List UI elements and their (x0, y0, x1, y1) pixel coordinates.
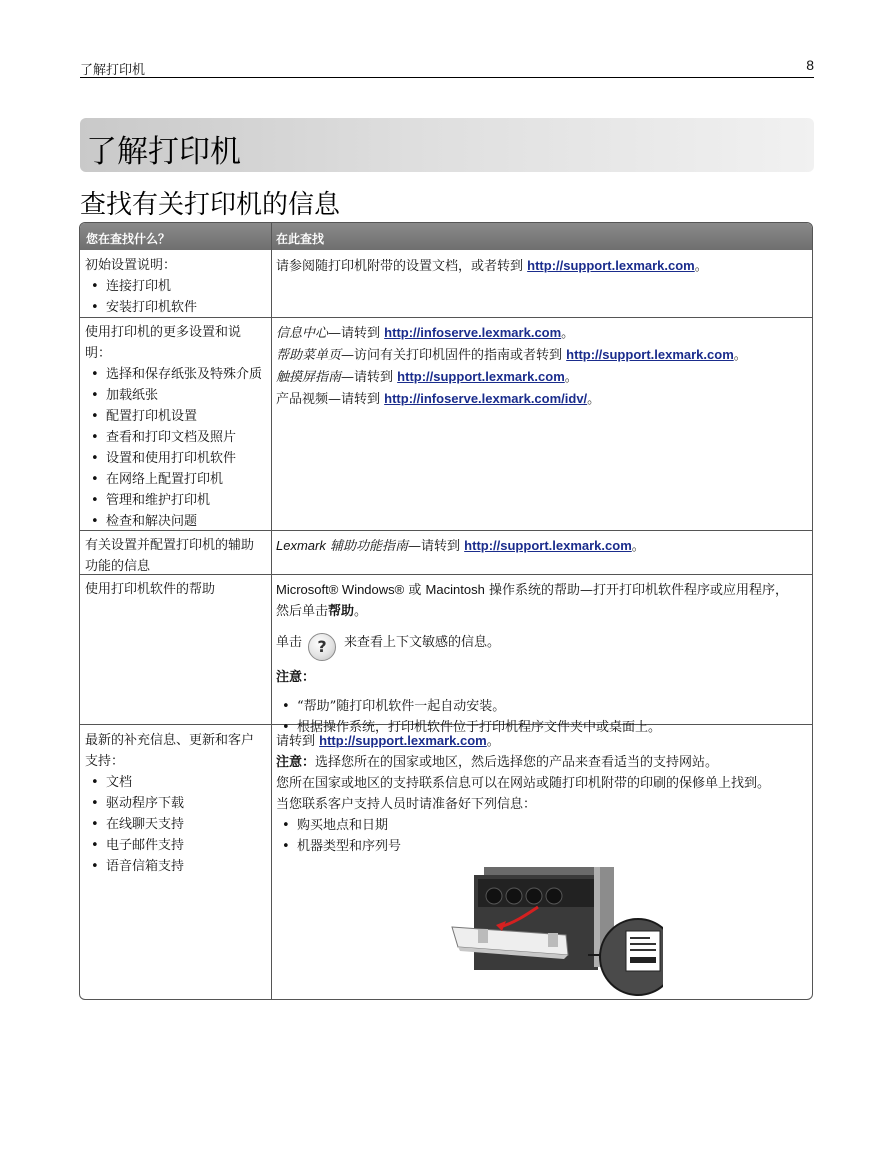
header-col-what: 您在查找什么？ (86, 232, 171, 246)
column-divider (271, 223, 272, 999)
list-item: • 根据操作系统，打印机软件位于打印机程序文件夹中或桌面上。 (276, 717, 808, 738)
running-title: 了解打印机 (80, 63, 146, 78)
table-row-support-left: 最新的补充信息、更新和客户 支持： • 文档 • 驱动程序下载 • 在线聊天支持 • 电子邮件支持 • 语音信箱支持 (85, 730, 267, 877)
table-row-accessibility-left: 有关设置并配置打印机的辅助 功能的信息 (85, 538, 255, 574)
table-row-software-help-left: 使用打印机软件的帮助 (85, 582, 216, 597)
list-item: • 连接打印机 (85, 276, 267, 297)
header-col-where: 在此查找 (276, 232, 325, 246)
section-title: 查找有关打印机的信息 (80, 190, 341, 220)
list-item: • 选择和保存纸张及特殊介质 (85, 364, 267, 385)
list-item: • 检查和解决问题 (85, 511, 267, 532)
list-item: • “帮助”随打印机软件一起自动安装。 (276, 696, 808, 717)
support-link[interactable]: http://support.lexmark.com (527, 258, 695, 273)
list-item: • 查看和打印文档及照片 (85, 427, 267, 448)
table-row-support-right: 请转到 http://support.lexmark.com。 注意：选择您所在的国家或地区，然后选择您的产品来查看适当的支持网站。 您所在国家或地区的支持联系信息可以在网站或随打印机附带的印刷的保修单上找到。 当您联系客户支持人员时请准备好下列信息： • 购买地点和日期 • 机器类型和序列号 (276, 730, 808, 857)
table-row-more-setup-left: 使用打印机的更多设置和说 明： • 选择和保存纸张及特殊介质 • 加载纸张 • 配置打印机设置 • 查看和打印文档及照片 • 设置和使用打印机软件 • 在网络上配置打印机 • 管理和维护打印机 • 检查和解决问题 (85, 322, 267, 532)
question-mark-icon: ? (308, 633, 336, 661)
list-item: • 在网络上配置打印机 (85, 469, 267, 490)
list-item: • 设置和使用打印机软件 (85, 448, 267, 469)
list-item: • 文档 (85, 772, 267, 793)
info-table (79, 222, 813, 1000)
printer-serial-label-illustration (448, 863, 663, 998)
touchscreen-guide-title: 触摸屏指南 (276, 370, 342, 385)
chapter-title-band (80, 118, 814, 172)
note-label: 注意： (276, 755, 316, 770)
chapter-title: 了解打印机 (86, 134, 241, 170)
support-link[interactable]: http://support.lexmark.com (464, 538, 632, 553)
note-label: 注意： (276, 670, 316, 685)
help-menu-title: 帮助菜单页 (276, 348, 342, 363)
list-item: • 电子邮件支持 (85, 835, 267, 856)
support-link[interactable]: http://support.lexmark.com (566, 347, 734, 362)
table-row-accessibility-right: Lexmark 辅助功能指南—请转到 http://support.lexmark.com。 (276, 538, 645, 554)
list-item: • 安装打印机软件 (85, 297, 267, 318)
support-link[interactable]: http://support.lexmark.com (397, 369, 565, 384)
page-number: 8 (806, 57, 814, 73)
table-row-more-setup-right: 信息中心—请转到 http://infoserve.lexmark.com。 帮助菜单页—访问有关打印机固件的指南或者转到 http://support.lexmark.com。 触摸屏指南—请转到 http://support.lexmark.com。 产品视频—请转到 http://infoserve.lexmark.com/idv/。 (276, 325, 747, 407)
table-header (80, 223, 812, 250)
list-item: • 管理和维护打印机 (85, 490, 267, 511)
list-item: • 配置打印机设置 (85, 406, 267, 427)
list-item: • 驱动程序下载 (85, 793, 267, 814)
list-item: • 加载纸张 (85, 385, 267, 406)
info-center-title: 信息中心 (276, 326, 329, 341)
list-item: • 语音信箱支持 (85, 856, 267, 877)
support-link[interactable]: http://support.lexmark.com (319, 733, 487, 748)
infoserve-link[interactable]: http://infoserve.lexmark.com (384, 325, 562, 340)
table-row-setup-right: 请参阅随打印机附带的设置文档，或者转到 http://support.lexmark.com。 (276, 258, 708, 274)
video-link[interactable]: http://infoserve.lexmark.com/idv/ (384, 391, 588, 406)
table-row-setup-left: 初始设置说明： • 连接打印机 • 安装打印机软件 (85, 255, 267, 318)
list-item: • 机器类型和序列号 (276, 836, 808, 857)
list-item: • 购买地点和日期 (276, 815, 808, 836)
running-header (80, 57, 814, 78)
table-row-software-help-right: Microsoft® Windows® 或 Macintosh 操作系统的帮助—打开打印机软件程序或应用程序， 然后单击帮助。 单击 ? 来查看上下文敏感的信息。 注意： • “帮助”随打印机软件一起自动安装。 • 根据操作系统，打印机软件位于打印机程序文件夹中或桌面上。 (276, 579, 808, 738)
list-item: • 在线聊天支持 (85, 814, 267, 835)
